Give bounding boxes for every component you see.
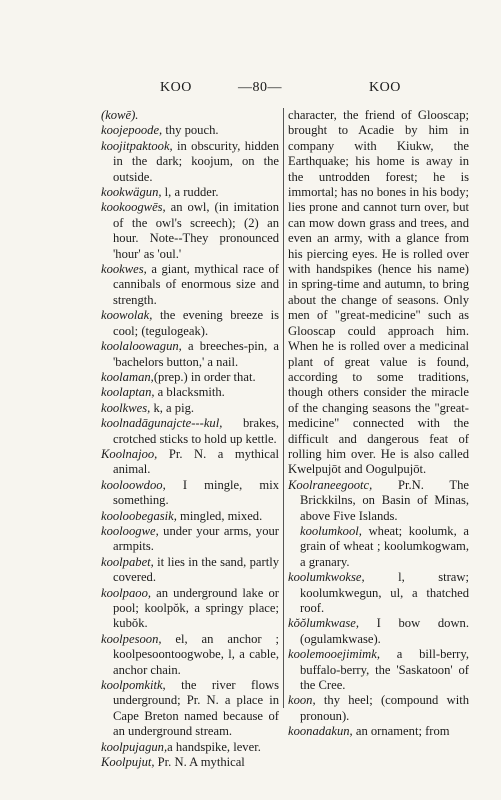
entry-definition: Pr. N. A mythical: [154, 755, 245, 770]
dictionary-entry: [288, 570, 469, 616]
entry-definition: a giant, mythical race of cannibals of enormous size and strength.: [113, 262, 279, 307]
dictionary-entry: [101, 308, 279, 339]
entry-definition: thy heel; (compound with pronoun).: [300, 693, 469, 723]
entry-headword: kookwägun,: [101, 185, 162, 200]
entry-definition: (prep.) in order that.: [153, 369, 256, 384]
dictionary-entry: [101, 740, 279, 755]
header-left-guideword: KOO: [160, 80, 192, 95]
dictionary-entry: [101, 632, 279, 678]
dictionary-entry: [101, 339, 279, 370]
entry-headword: koonadakun,: [288, 724, 353, 739]
dictionary-entry: [288, 724, 469, 739]
entry-headword: koolumkool,: [300, 523, 362, 538]
entry-definition: k, a pig.: [150, 400, 195, 415]
entry-definition: Pr. N. a mythical animal.: [113, 446, 279, 477]
entry-definition: el, an anchor ; koolpesoontoogwobe, l, a cable, anchor chain.: [113, 631, 279, 677]
entry-definition: thy pouch.: [162, 123, 219, 138]
dictionary-entry: [101, 447, 279, 478]
entry-headword: kookwes,: [101, 262, 147, 277]
entry-headword: koolpujagun,: [101, 739, 168, 754]
header-right-guideword: KOO: [369, 80, 401, 95]
entry-definition: wheat; koolumk, a grain of wheat ; koolumkogwam, a granary.: [300, 523, 469, 569]
entry-headword: koolemooejimimk,: [288, 647, 380, 662]
entry-headword: koojepoode,: [101, 123, 163, 138]
entry-headword: koolumkwokse,: [288, 570, 365, 585]
entry-headword: koolpomkitk,: [101, 678, 166, 693]
entry-definition: l, straw; koolumkwegun, ul, a thatched roof.: [300, 570, 469, 615]
entry-definition: a bill-berry, buffalo-berry, the 'Saskatoon' of the Cree.: [300, 647, 469, 693]
dictionary-entry: [101, 555, 279, 586]
entry-definition: brakes, crotched sticks to hold up kettle.: [113, 416, 279, 446]
dictionary-entry: [101, 370, 279, 385]
dictionary-entry: [101, 139, 279, 185]
entry-definition: an ornament; from: [352, 724, 450, 739]
dictionary-entry: [288, 478, 469, 524]
entry-definition: I bow down. (ogulamkwase).: [300, 616, 469, 646]
entry-headword: kooloowdoo,: [101, 477, 166, 492]
entry-headword: koon,: [288, 693, 316, 708]
dictionary-entry: [288, 616, 469, 647]
dictionary-entry: [101, 401, 279, 416]
dictionary-entry: [288, 524, 469, 570]
entry-headword: koolaman,: [101, 369, 154, 384]
entry-headword: kooloobegasik,: [101, 508, 177, 523]
entry-headword: koowolak,: [101, 308, 153, 323]
entry-definition: l, a rudder.: [161, 185, 219, 200]
entry-definition: it lies in the sand, partly covered.: [113, 554, 279, 585]
entry-definition: Pr.N. The Brickkilns, on Basin of Minas, above Five Islands.: [300, 477, 469, 523]
right-column: [288, 108, 469, 740]
entry-headword: koojitpaktook,: [101, 138, 173, 153]
dictionary-entry: [101, 524, 279, 555]
page-number: —80—: [238, 80, 282, 95]
entry-definition: an owl, (in imitation of the owl's screech); (2) an hour. Note--They pronounced 'hour' as 'oul.': [113, 200, 279, 261]
entry-headword: koolpaoo,: [101, 585, 152, 600]
entry-definition: a blacksmith.: [154, 385, 225, 400]
entry-headword: (kowē).: [101, 108, 139, 122]
dictionary-entry: [101, 108, 279, 123]
entry-headword: koolpesoon,: [101, 631, 162, 646]
entry-definition: a breeches-pin, a 'bachelors button,' a nail.: [113, 339, 279, 369]
entry-headword: koolpabet,: [101, 554, 154, 569]
dictionary-entry: [101, 755, 279, 770]
entry-definition: a handspike, lever.: [167, 739, 261, 754]
entry-definition: the river flows underground; Pr. N. a place in Cape Breton named because of an underground stream.: [113, 678, 279, 739]
dictionary-entry: [101, 200, 279, 262]
entry-definition: an underground lake or pool; koolpŏk, a springy place; kubŏk.: [113, 585, 279, 631]
running-header: [0, 80, 501, 100]
entry-definition: in obscurity, hidden in the dark; koojum, on the outside.: [113, 138, 279, 184]
dictionary-entry: [101, 586, 279, 632]
dictionary-entry: [101, 385, 279, 400]
entry-headword: kooloogwe,: [101, 523, 159, 538]
dictionary-entry: [288, 647, 469, 693]
dictionary-entry: [101, 123, 279, 138]
dictionary-entry: [288, 693, 469, 724]
dictionary-entry: [101, 416, 279, 447]
entry-headword: Koolpujut,: [101, 755, 155, 770]
entry-headword: koolaloowagun,: [101, 339, 182, 354]
dictionary-entry: [101, 509, 279, 524]
entry-definition: under your arms, your armpits.: [113, 523, 279, 554]
entry-headword: koolkwes,: [101, 400, 151, 415]
entry-continuation: character, the friend of Glooscap; brought to Acadie by him in company with Kiukw, the Earthquake; his home is away in the untrodden forest; he is immortal; has no bones in his body; lies prone and cannot turn over, but can mow down grass and trees, and even an army, with a glance from his piercing eyes. He is rolled over with handspikes (hence his name) in spring-time and autumn, to bring about the change of seasons. Only men of "great-medicine" such as Glooscap could approach him. When he is rolled over a medicinal plant of great value is found, according to some traditions, though others consider the miracle of the changing seasons the "great-medicine" connected with the difficult and dangerous feat of rolling him over. He is also called Kwelpujōt and Oogulpujōt.: [288, 108, 469, 477]
entry-headword: kookoogwēs,: [101, 200, 166, 215]
entry-definition: mingled, mixed.: [176, 508, 263, 523]
dictionary-entry: [101, 262, 279, 308]
left-column: [101, 108, 279, 770]
entry-definition: I mingle, mix something.: [113, 477, 279, 508]
dictionary-entry: [101, 478, 279, 509]
entry-headword: Koolraneegootc,: [288, 477, 373, 492]
entry-headword: kŏŏlumkwase,: [288, 616, 359, 631]
dictionary-entry: [101, 678, 279, 740]
entry-headword: koolnadāgunajcte---kul,: [101, 416, 223, 431]
column-divider: [283, 108, 284, 708]
entry-headword: koolaptan,: [101, 385, 155, 400]
entry-headword: Koolnajoo,: [101, 446, 158, 461]
dictionary-entry: [101, 185, 279, 200]
entry-definition: the evening breeze is cool; (tegulogeak).: [113, 308, 279, 338]
